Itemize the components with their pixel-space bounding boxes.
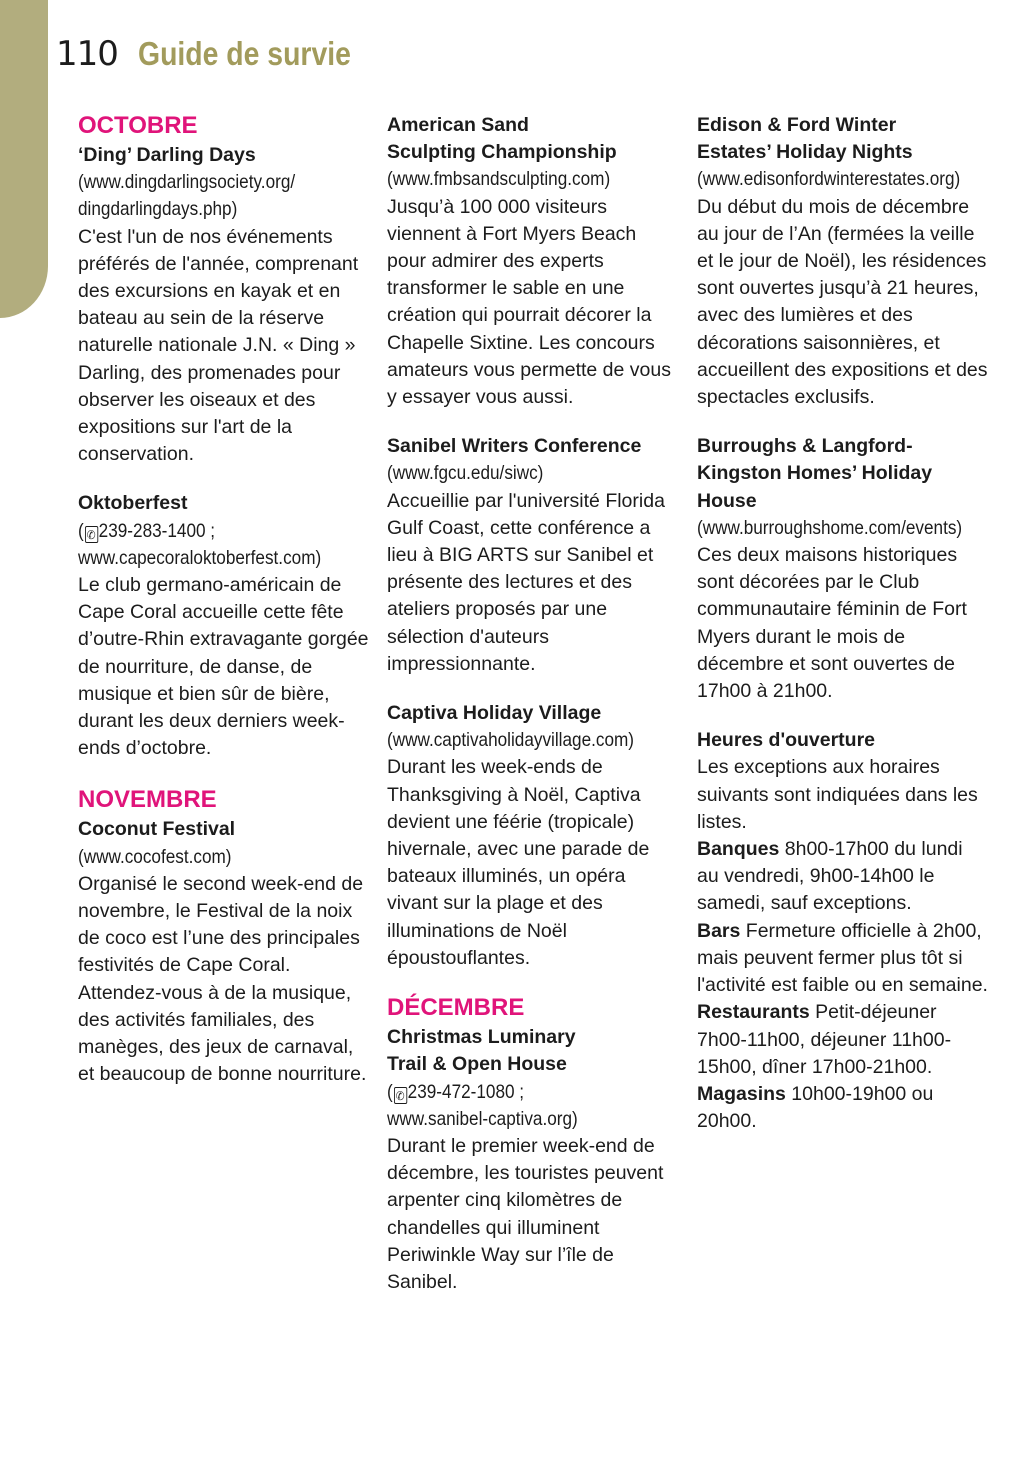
hours-magasins <box>697 1081 989 1135</box>
event-url: (www.captivaholidayvillage.com) <box>387 729 635 752</box>
event-title: Christmas Luminary <box>387 1026 576 1049</box>
event-url: www.sanibel-captiva.org) <box>387 1107 578 1130</box>
phone-icon: ✆ <box>394 1087 407 1104</box>
event-title: Oktoberfest <box>78 492 188 515</box>
event-title: American Sand <box>387 114 529 136</box>
event-title: Coconut Festival <box>78 818 236 841</box>
opening-hours-title: Heures d'ouverture <box>697 729 876 752</box>
event-description: Jusqu’à 100 000 visiteurs viennent à Fort Myers Beach pour admirer des experts transformer le sable en une création qui pourrait décorer la Chapelle Sixtine. Les concours amateurs vous permette de vous y essayer vous aussi. <box>387 195 671 409</box>
hours-text: 8h00-17h00 du lundi au vendredi, 9h00-14h00 le samedi, sauf exceptions. <box>697 838 963 915</box>
phone-icon: ✆ <box>85 526 98 543</box>
event-title: Trail & Open House <box>387 1053 567 1076</box>
event-title: Kingston Homes’ Holiday <box>697 462 933 485</box>
hours-text: Fermeture officielle à 2h00, mais peuvent fermer plus tôt si l'activité est faible ou en semaine. <box>697 919 988 997</box>
event-captiva-holiday-village <box>387 700 679 972</box>
month-heading-novembre: NOVEMBRE <box>78 786 217 814</box>
event-title: Sculpting Championship <box>387 141 617 164</box>
event-url: (www.burroughshome.com/events) <box>697 516 963 539</box>
event-url: (www.dingdarlingsociety.org/ <box>78 171 296 194</box>
event-title: Edison & Ford Winter <box>697 114 897 136</box>
month-heading-decembre: DÉCEMBRE <box>387 994 525 1022</box>
event-title: Burroughs & Langford- <box>697 435 913 458</box>
phone-prefix: ( <box>78 519 84 542</box>
month-heading-octobre: OCTOBRE <box>78 112 198 139</box>
event-burroughs-langford <box>697 433 989 705</box>
hours-label: Restaurants <box>697 1001 810 1024</box>
phone-number: 239-472-1080 ; <box>407 1080 525 1103</box>
event-url: (www.edisonfordwinterestates.org) <box>697 168 961 191</box>
hours-label: Banques <box>697 838 780 861</box>
opening-hours-intro: Les exceptions aux horaires suivants sont indiquées dans les listes. <box>697 756 978 833</box>
event-description: Organisé le second week-end de novembre, le Festival de la noix de coco est l’une des principales festivités de Cape Coral. Attendez-vous à de la musique, des activités familiales, des manèges, des jeux de carnaval, et beaucoup de bonne nourriture. <box>78 872 367 1086</box>
page-number: 110 <box>56 34 118 74</box>
event-description: Du début du mois de décembre au jour de l’An (fermées la veille et le jour de Noël), les résidences sont ouvertes jusqu’à 21 heures, avec des lumières et des décorations saisonnières, et accueillent des expositions et des spectacles exclusifs. <box>697 195 988 409</box>
event-writers-conference <box>387 433 679 678</box>
hours-bars <box>697 918 989 1000</box>
event-title: House <box>697 489 757 512</box>
event-description: Ces deux maisons historiques sont décorées par le Club communautaire féminin de Fort Myers durant le mois de décembre et sont ouvertes de 17h00 à 21h00. <box>697 544 967 703</box>
event-phone <box>387 1079 644 1106</box>
side-tab <box>0 0 48 318</box>
event-oktoberfest <box>78 490 370 762</box>
event-phone <box>78 518 335 545</box>
event-christmas-luminary <box>387 1024 679 1296</box>
hours-text: Petit-déjeuner 7h00-11h00, déjeuner 11h00-15h00, dîner 17h00-21h00. <box>697 1001 952 1078</box>
event-url: (www.fgcu.edu/siwc) <box>387 462 544 485</box>
event-description: Le club germano-américain de Cape Coral accueille cette fête d’outre-Rhin extravagante gorgée de nourriture, de danse, de musique et bien sûr de bière, durant les deux derniers week-ends d’octobre. <box>78 574 369 760</box>
hours-text: 10h00-19h00 ou 20h00. <box>697 1082 934 1133</box>
event-description: Accueillie par l'université Florida Gulf Coast, cette conférence a lieu à BIG ARTS sur Sanibel et présente des lectures et des ateliers proposés par une sélection d'auteurs impressionnante. <box>387 489 665 675</box>
page-header <box>56 34 386 84</box>
event-edison-ford <box>697 112 989 411</box>
opening-hours <box>697 727 989 1135</box>
event-ding-darling-days <box>78 142 370 468</box>
event-description: Durant le premier week-end de décembre, les touristes peuvent arpenter cinq kilomètres de chandelles qui illuminent Periwinkle Way sur l’île de Sanibel. <box>387 1134 664 1293</box>
hours-banques <box>697 836 989 918</box>
column-3 <box>697 112 989 1157</box>
event-sand-sculpting <box>387 112 679 411</box>
event-url: dingdarlingdays.php) <box>78 198 238 221</box>
column-2 <box>387 112 679 1318</box>
event-title: ‘Ding’ Darling Days <box>78 144 256 166</box>
event-url: (www.fmbsandsculpting.com) <box>387 168 611 191</box>
event-title: Captiva Holiday Village <box>387 702 602 725</box>
event-description: Durant les week-ends de Thanksgiving à Noël, Captiva devient une féérie (tropicale) hivernale, avec une parade de bateaux illuminés, un opéra vivant sur la plage et des illuminations de Noël époustouflantes. <box>387 756 650 969</box>
hours-label: Bars <box>697 919 741 942</box>
event-coconut-festival <box>78 816 370 1088</box>
hours-restaurants <box>697 999 989 1081</box>
column-1 <box>78 112 370 1111</box>
phone-number: 239-283-1400 ; <box>98 519 216 542</box>
event-url: www.capecoraloktoberfest.com) <box>78 546 322 569</box>
event-title: Estates’ Holiday Nights <box>697 141 913 164</box>
page-title: Guide de survie <box>137 35 351 72</box>
event-url: (www.cocofest.com) <box>78 845 232 868</box>
event-description: C'est l'un de nos événements préférés de l'année, comprenant des excursions en kayak et en bateau au sein de la réserve naturelle nationale J.N. « Ding » Darling, des promenades pour observer les oiseaux et des expositions sur l'art de la conservation. <box>78 225 359 466</box>
event-title: Sanibel Writers Conference <box>387 435 642 458</box>
hours-label: Magasins <box>697 1082 786 1105</box>
phone-prefix: ( <box>387 1080 393 1103</box>
